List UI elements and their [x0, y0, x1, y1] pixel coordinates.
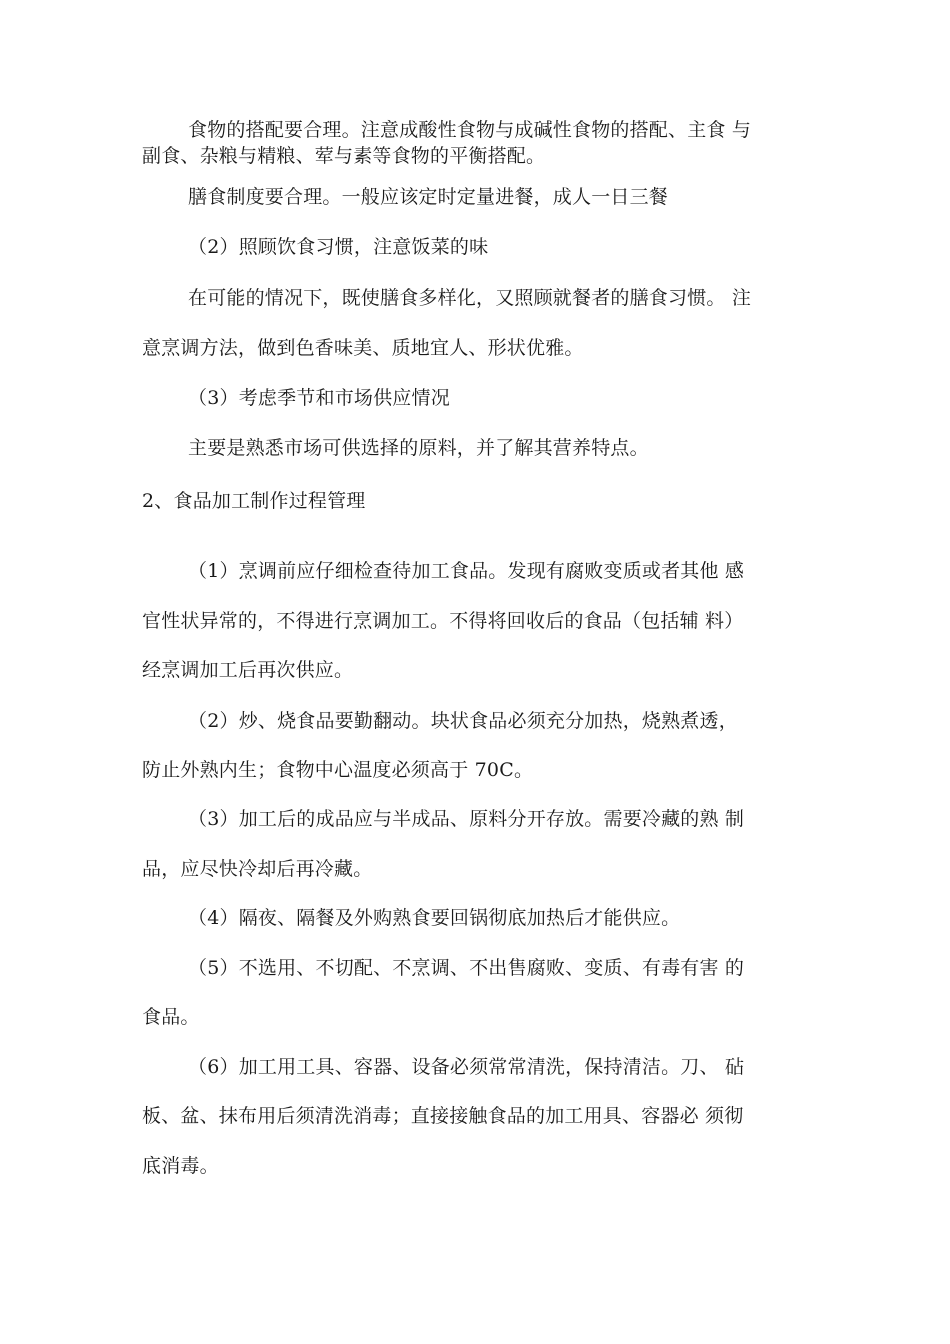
text-line: 经烹调加工后再次供应。 — [142, 659, 354, 681]
text-line: 食物的搭配要合理。注意成酸性食物与成碱性食物的搭配、主食 与 — [188, 119, 752, 141]
text-line: 官性状异常的，不得进行烹调加工。不得将回收后的食品（包括辅 料） — [142, 610, 744, 632]
text-line: 底消毒。 — [142, 1155, 219, 1177]
text-line: （1）烹调前应仔细检查待加工食品。发现有腐败变质或者其他 感 — [188, 560, 745, 582]
text-line: （4）隔夜、隔餐及外购熟食要回锅彻底加热后才能供应。 — [188, 907, 681, 929]
text-line: （2）炒、烧食品要勤翻动。块状食品必须充分加热，烧熟煮透， — [188, 710, 738, 732]
text-line: 副食、杂粮与精粮、荤与素等食物的平衡搭配。 — [142, 145, 546, 167]
text-line: （2）照顾饮食习惯，注意饭菜的味 — [188, 236, 489, 258]
text-line: 板、盆、抹布用后须清洗消毒；直接接触食品的加工用具、容器必 须彻 — [142, 1105, 744, 1127]
text-line: 膳食制度要合理。一般应该定时定量进餐，成人一日三餐 — [188, 186, 669, 208]
text-line: 食品。 — [142, 1006, 200, 1028]
text-line: 意烹调方法，做到色香味美、质地宜人、形状优雅。 — [142, 337, 584, 359]
text-line: 在可能的情况下，既使膳食多样化，又照顾就餐者的膳食习惯。 注 — [188, 287, 752, 309]
section-heading: 2、食品加工制作过程管理 — [142, 490, 366, 512]
text-line: 主要是熟悉市场可供选择的原料，并了解其营养特点。 — [188, 437, 649, 459]
text-line: （3）考虑季节和市场供应情况 — [188, 387, 450, 409]
text-line: （3）加工后的成品应与半成品、原料分开存放。需要冷藏的熟 制 — [188, 808, 745, 830]
text-line: 品，应尽快冷却后再冷藏。 — [142, 858, 373, 880]
text-line: 防止外熟内生；食物中心温度必须高于 70C。 — [142, 759, 534, 781]
text-line: （5）不选用、不切配、不烹调、不出售腐败、变质、有毒有害 的 — [188, 957, 745, 979]
text-line: （6）加工用工具、容器、设备必须常常清洗，保持清洁。刀、 砧 — [188, 1056, 745, 1078]
